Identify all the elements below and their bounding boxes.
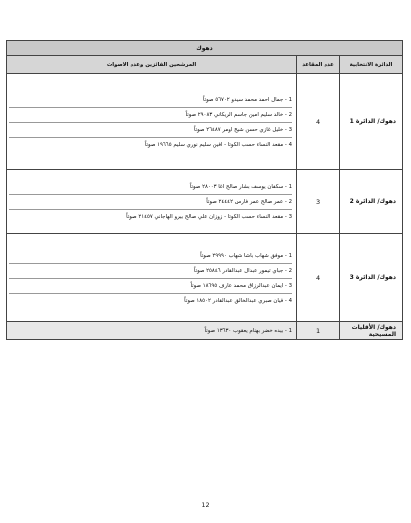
candidate-entry: 2 - جباي تيمور عبدال عبدالقادر ٢٥٨٤٦ صوتاً [9, 264, 292, 279]
district-name: دهوك/ الأقليات المسيحية [340, 322, 403, 340]
candidates-cell [7, 322, 297, 340]
candidate-entry: 1 - موفق شهاب باشا شهاب ٢٩٩٩٠ صوتاً [9, 249, 292, 264]
candidate-entry: 4 - فيان صبري عبدالخالق عبدالقادر ١٨٥٠٢ صوتاً [184, 297, 293, 304]
table-header-row [7, 56, 403, 74]
candidate-entry: 1 - جمال احمد محمد سيدو ٥٦٧٠٢ صوتاً [9, 93, 292, 108]
candidate-entry: 3 - خليل غازي حسن شيخ اومر ٢٦٤٨٧ صوتاً [9, 123, 292, 138]
candidate-entry: 4 - مقعد النساء حسب الكوتا - افين سليم نوري سليم ١٩٦٦٥ صوتاً [144, 141, 293, 148]
seat-count: 1 [297, 322, 340, 340]
district-name: دهوك/ الدائرة 2 [340, 170, 403, 234]
candidate-entry: 3 - ايمان عبدالرزاق محمد عارف ١٨٦٩٥ صوتاً [9, 279, 292, 294]
candidates-cell [7, 170, 297, 234]
candidates-cell [7, 74, 297, 170]
results-table [6, 40, 403, 340]
table-row [7, 322, 403, 340]
table-row [7, 170, 403, 234]
table-title-row [7, 41, 403, 56]
header-district: الدائرة الانتخابية [340, 56, 403, 74]
candidate-entry: 3 - مقعد النساء حسب الكوتا - زوزان علي صالح بيرو الهاجاني ٢١٤٥٧ صوتاً [126, 214, 293, 220]
candidate-entry: 1 - سكفان يوسف بشار صالح اغا ٢٨٠٠٣ صوتاً [9, 180, 292, 195]
page-number: 12 [201, 501, 210, 509]
candidate-entry: 2 - عمر صالح عمر فارس ٢٤٤٤٢ صوتاً [9, 195, 292, 210]
header-seats: عدد المقاعد [297, 56, 340, 74]
candidate-entry: 2 - خالد سليم امين جاسم الريكاني ٢٩٠٨٣ صوتاً [9, 108, 292, 123]
seat-count: 3 [297, 170, 340, 234]
table-row [7, 234, 403, 322]
district-name: دهوك/ الدائرة 1 [340, 74, 403, 170]
district-name: دهوك/ الدائرة 3 [340, 234, 403, 322]
candidate-entry: 1 - بيده خضر بهنام يعقوب ١٣٦٣٠ صوتاً [204, 328, 293, 334]
header-winners: المرشحين الفائزين وعدد الاصوات [7, 56, 297, 74]
seat-count: 4 [297, 74, 340, 170]
table-row [7, 74, 403, 170]
candidates-cell [7, 234, 297, 322]
governorate-title: دهوك [7, 41, 403, 56]
seat-count: 4 [297, 234, 340, 322]
